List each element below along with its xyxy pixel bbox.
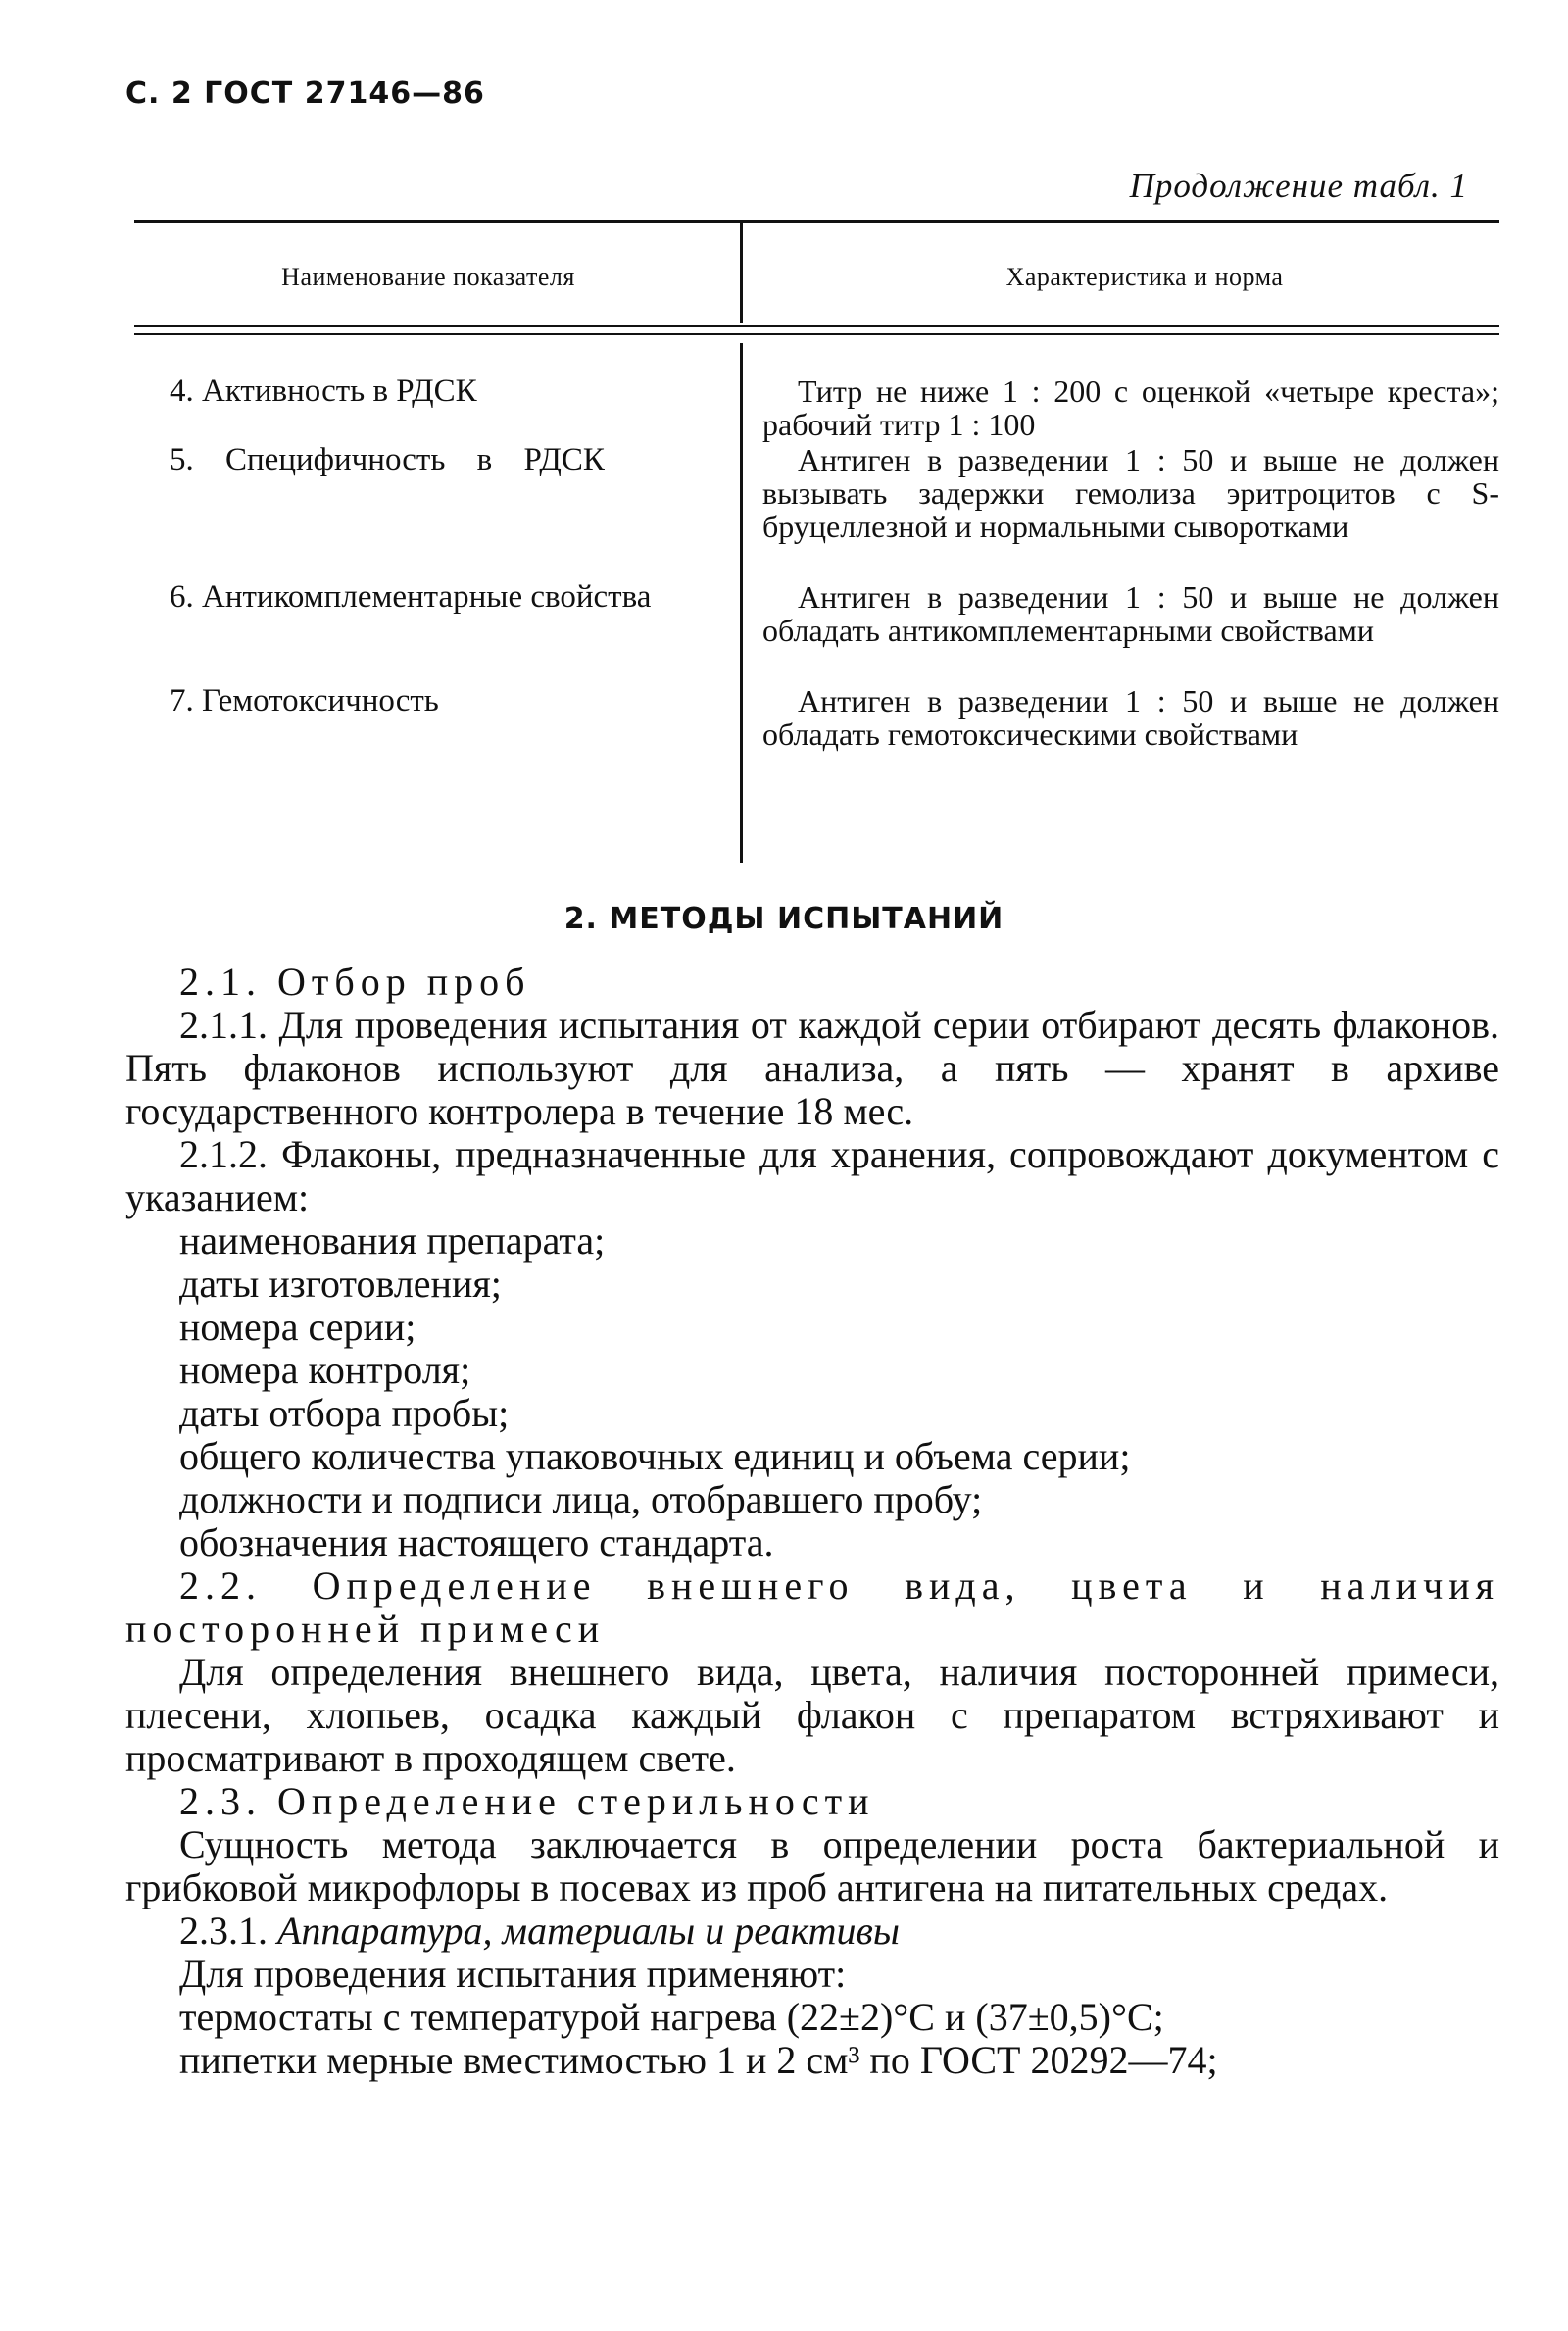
subsection-heading: 2.3. Определение стерильности <box>179 1779 875 1823</box>
paragraph: Для проведения испытания применяют: <box>179 1952 847 1996</box>
table-col-header-name: Наименование показателя <box>281 263 575 291</box>
page-header: С. 2 ГОСТ 27146—86 <box>125 76 485 111</box>
paragraph: 2.1.2. Флаконы, предназначенные для хранения, сопровождают документом с указанием: <box>125 1132 1499 1219</box>
list-item: должности и подписи лица, отобравшего пробу; <box>179 1477 983 1521</box>
list-item: номера серии; <box>179 1305 416 1349</box>
subsection-heading: 2.1. Отбор проб <box>179 960 531 1004</box>
subsection-heading: 2.2. Определение внешнего вида, цвета и наличия посторонней примеси <box>125 1563 1499 1651</box>
table-header-rule-2 <box>134 333 1499 335</box>
table-row-name: 7. Гемотоксичность <box>170 683 439 719</box>
subsection-heading <box>125 1909 1499 1953</box>
list-item: даты изготовления; <box>179 1262 502 1306</box>
list-item: даты отбора пробы; <box>179 1391 510 1435</box>
table-continuation-label: Продолжение табл. 1 <box>1129 167 1468 205</box>
table-header-rule-1 <box>134 325 1499 327</box>
table-row-norm: Титр не ниже 1 : 200 с оценкой «четыре креста»; рабочий титр 1 : 100 <box>762 373 1499 442</box>
list-item: термостаты с температурой нагрева (22±2)°С и (37±0,5)°С; <box>179 1995 1164 2039</box>
subsection-title: Аппаратура, материалы и реактивы <box>277 1909 900 1953</box>
table-col-header-norm: Характеристика и норма <box>1005 263 1284 291</box>
section-title: 2. МЕТОДЫ ИСПЫТАНИЙ <box>564 902 1004 936</box>
table-body-divider <box>740 343 743 863</box>
subsection-number: 2.3.1. <box>179 1909 268 1953</box>
list-item: наименования препарата; <box>179 1218 606 1263</box>
list-item: общего количества упаковочных единиц и объема серии; <box>179 1434 1131 1478</box>
table-row-norm: Антиген в разведении 1 : 50 и выше не должен вызывать задержки гемолиза эритроцитов с S-бруцеллезной и нормальными сыворотками <box>762 442 1499 544</box>
paragraph: Сущность метода заключается в определении роста бактериальной и грибковой микрофлоры в посевах из проб антигена на питательных средах. <box>125 1822 1499 1909</box>
table-row-name: 6. Антикомплементарные свойства <box>170 579 652 615</box>
table-top-rule <box>134 220 1499 223</box>
body-text <box>125 961 1499 2082</box>
table-row-norm: Антиген в разведении 1 : 50 и выше не должен обладать антикомплементарными свойствами <box>762 579 1499 648</box>
paragraph: Для определения внешнего вида, цвета, наличия посторонней примеси, плесени, хлопьев, осадка каждый флакон с препаратом встряхивают и просматривают в проходящем свете. <box>125 1650 1499 1780</box>
table-row-name: 5. Специфичность в РДСК <box>170 442 605 477</box>
list-item: пипетки мерные вместимостью 1 и 2 см³ по ГОСТ 20292—74; <box>179 2038 1218 2082</box>
table-row-norm: Антиген в разведении 1 : 50 и выше не должен обладать гемотоксическими свойствами <box>762 683 1499 752</box>
table-header-divider <box>740 222 743 323</box>
table-row-name: 4. Активность в РДСК <box>170 373 477 409</box>
list-item: обозначения настоящего стандарта. <box>179 1520 774 1564</box>
paragraph: 2.1.1. Для проведения испытания от каждой серии отбирают десять флаконов. Пять флаконов используют для анализа, а пять — хранят в архиве государственного контролера в течение 18 мес. <box>125 1003 1499 1133</box>
list-item: номера контроля; <box>179 1348 471 1392</box>
